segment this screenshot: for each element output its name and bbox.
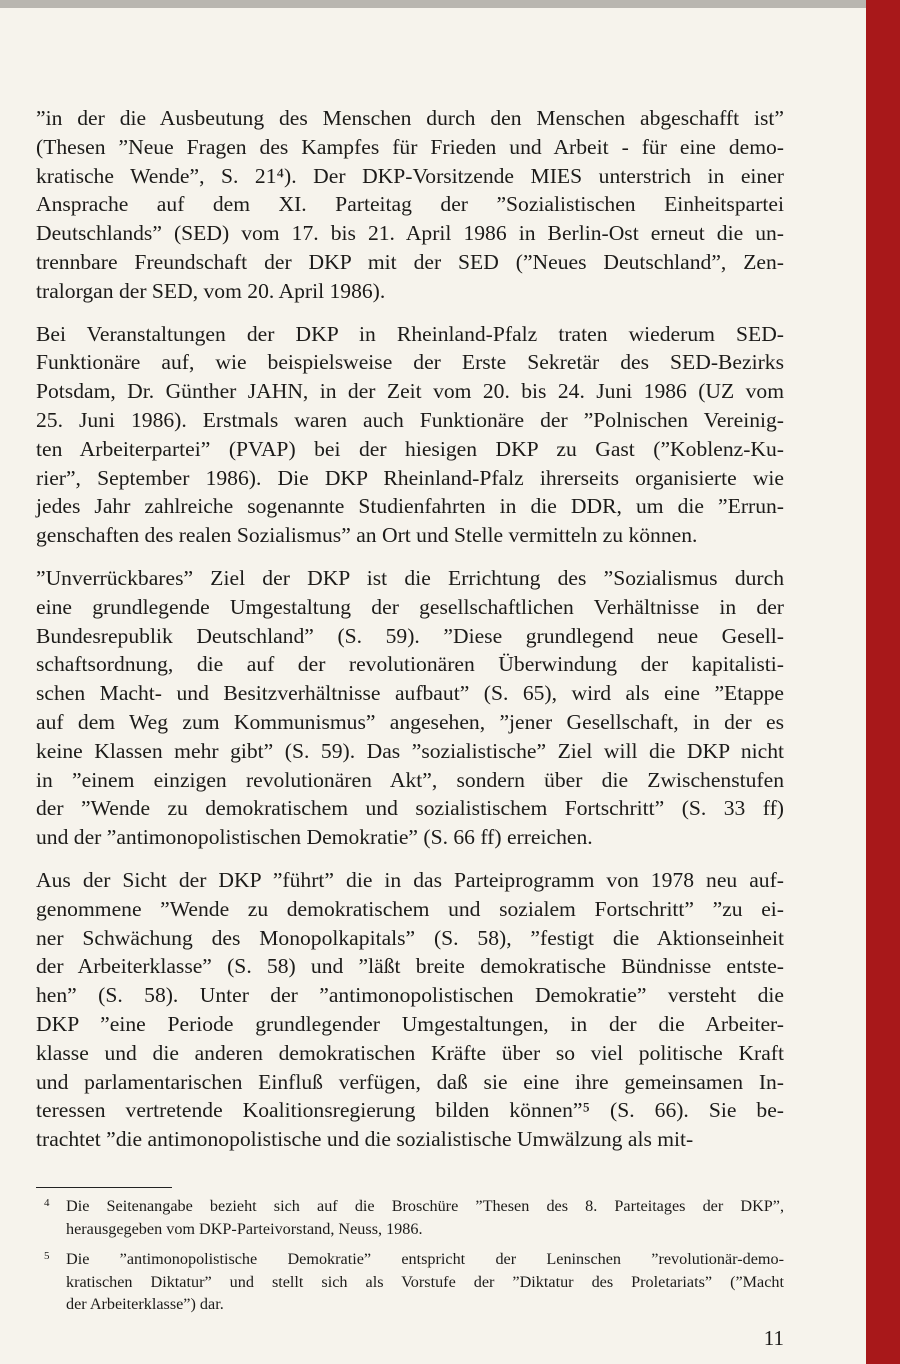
text-line: (Thesen ”Neue Fragen des Kampfes für Frieden und Arbeit - für eine demo- [36,134,784,159]
footnotes [44,1195,784,1324]
text-line: ten Arbeiterpartei” (PVAP) bei der hiesigen DKP zu Gast (”Koblenz-Ku- [36,436,784,461]
paragraph [36,564,784,852]
text-line: kratische Wende”, S. 21⁴). Der DKP-Vorsitzende MIES unterstrich in einer [36,163,784,188]
text-line: und parlamentarischen Einfluß verfügen, daß sie eine ihre gemeinsamen In- [36,1069,784,1094]
page-top-edge [0,0,866,8]
text-line: schen Macht- und Besitzverhältnisse aufbaut” (S. 65), wird als eine ”Etappe [36,681,784,706]
text-line: tralorgan der SED, vom 20. April 1986). [36,278,386,303]
paragraph [36,104,784,306]
text-line: Funktionäre auf, wie beispielsweise der Erste Sekretär des SED-Bezirks [36,350,784,375]
text-line: Potsdam, Dr. Günther JAHN, in der Zeit vom 20. bis 24. Juni 1986 (UZ vom [36,379,784,404]
red-page-edge [866,0,900,1364]
text-line: klasse und die anderen demokratischen Kräfte über so viel politische Kraft [36,1040,784,1065]
text-line: trennbare Freundschaft der DKP mit der SED (”Neues Deutschland”, Zen- [36,249,784,274]
paragraph [36,320,784,550]
text-line: und der ”antimonopolistischen Demokratie” (S. 66 ff) erreichen. [36,825,593,850]
text-line: 25. Juni 1986). Erstmals waren auch Funktionäre der ”Polnischen Vereinig- [36,407,784,432]
footnote-line: der Arbeiterklasse”) dar. [66,1295,224,1313]
text-line: trachtet ”die antimonopolistische und die sozialistische Umwälzung als mit- [36,1127,694,1152]
text-line: ”Unverrückbares” Ziel der DKP ist die Errichtung des ”Sozialismus durch [36,565,784,590]
text-line: hen” (S. 58). Unter der ”antimonopolistischen Demokratie” versteht die [36,983,784,1008]
text-line: teressen vertretende Koalitionsregierung bilden können”⁵ (S. 66). Sie be- [36,1098,784,1123]
text-line: keine Klassen mehr gibt” (S. 59). Das ”sozialistische” Ziel will die DKP nicht [36,738,784,763]
text-line: eine grundlegende Umgestaltung der gesellschaftlichen Verhältnisse in der [36,594,784,619]
footnote [44,1195,784,1240]
text-line: ”in der die Ausbeutung des Menschen durch den Menschen abgeschafft ist” [36,106,784,130]
footnote-rule [36,1187,172,1188]
paragraph [36,866,784,1154]
page-number: 11 [763,1326,784,1350]
text-line: in ”einem einzigen revolutionären Akt”, sondern über die Zwischenstufen [36,767,784,792]
footnote-line: kratischen Diktatur” und stellt sich als Vorstufe der ”Diktatur des Proletariats” (”Macht [66,1272,784,1291]
text-line: schaftsordnung, die auf der revolutionären Überwindung der kapitalisti- [36,652,784,677]
text-line: Aus der Sicht der DKP ”führt” die in das Parteiprogramm von 1978 neu auf- [36,867,784,892]
footnote-line: Die Seitenangabe bezieht sich auf die Broschüre ”Thesen des 8. Parteitages der DKP”, [66,1197,784,1215]
footnote-line: Die ”antimonopolistische Demokratie” entspricht der Leninschen ”revolutionär-demo- [66,1250,784,1268]
body-text [36,104,784,1168]
text-line: genommene ”Wende zu demokratischem und sozialem Fortschritt” ”zu ei- [36,896,784,921]
footnote-line: herausgegeben vom DKP-Parteivorstand, Neuss, 1986. [66,1219,423,1238]
text-line: DKP ”eine Periode grundlegender Umgestaltungen, in der die Arbeiter- [36,1011,784,1036]
text-line: der Arbeiterklasse” (S. 58) und ”läßt breite demokratische Bündnisse entste- [36,954,784,979]
footnote-marker: 4 [44,1197,50,1209]
footnote [44,1248,784,1316]
text-line: Deutschlands” (SED) vom 17. bis 21. April 1986 in Berlin-Ost erneut die un- [36,221,784,246]
text-line: genschaften des realen Sozialismus” an Ort und Stelle vermitteln zu können. [36,523,698,548]
text-line: auf dem Weg zum Kommunismus” angesehen, ”jener Gesellschaft, in der es [36,709,784,734]
text-line: Bei Veranstaltungen der DKP in Rheinland-Pfalz traten wiederum SED- [36,321,784,346]
text-line: Ansprache auf dem XI. Parteitag der ”Sozialistischen Einheitspartei [36,192,784,217]
text-line: ner Schwächung des Monopolkapitals” (S. 58), ”festigt die Aktionseinheit [36,925,784,950]
text-line: Bundesrepublik Deutschland” (S. 59). ”Diese grundlegend neue Gesell- [36,623,784,648]
text-line: der ”Wende zu demokratischem und sozialistischem Fortschritt” (S. 33 ff) [36,796,784,821]
text-line: rier”, September 1986). Die DKP Rheinland-Pfalz ihrerseits organisierte wie [36,465,784,490]
footnote-marker: 5 [44,1250,50,1262]
text-line: jedes Jahr zahlreiche sogenannte Studienfahrten in die DDR, um die ”Errun- [36,494,784,519]
